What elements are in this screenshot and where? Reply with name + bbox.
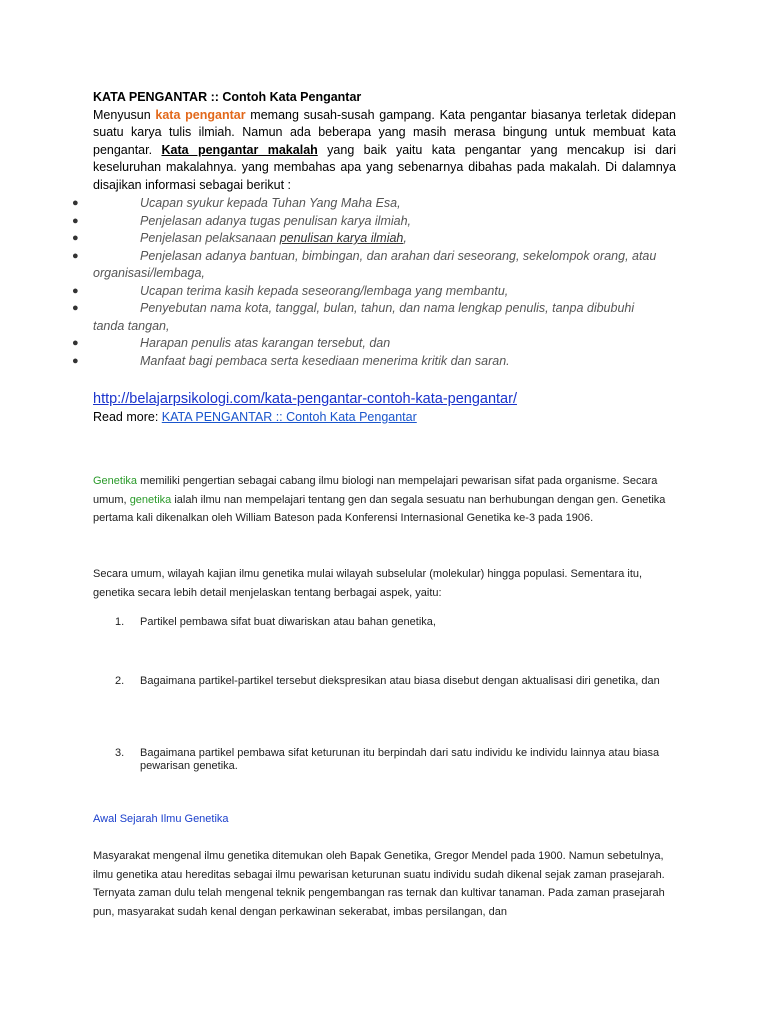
bullet-icon: ● <box>72 337 79 349</box>
list-item <box>0 335 768 353</box>
penulisan-karya-ilmiah-link[interactable]: penulisan karya ilmiah <box>279 231 404 245</box>
para-text: Menyusun <box>93 107 156 122</box>
list-item-text-cont: organisasi/lembaga, <box>93 266 205 280</box>
list-item-text: Penyebutan nama kota, tanggal, bulan, tahun, dan nama lengkap penulis, tanpa dibubuhi <box>140 301 635 315</box>
numbered-list-item <box>115 747 675 773</box>
list-number: 2. <box>115 675 125 687</box>
bullet-icon: ● <box>72 214 79 227</box>
genetika-paragraph-1 <box>93 472 676 528</box>
page-title: KATA PENGANTAR :: Contoh Kata Pengantar <box>93 90 362 104</box>
list-item-text: Manfaat bagi pembaca serta kesediaan menerima kritik dan saran. <box>140 353 510 368</box>
bullet-icon: ● <box>72 232 79 244</box>
list-item <box>0 248 768 283</box>
numbered-list-item <box>115 675 675 688</box>
list-item-text: Partikel pembawa sifat buat diwariskan atau bahan genetika, <box>140 616 436 628</box>
list-item-text-cont: tanda tangan, <box>93 318 170 333</box>
genetika-keyword[interactable]: genetika <box>129 493 172 506</box>
source-url-link[interactable]: http://belajarpsikologi.com/kata-pengantar-contoh-kata-pengantar/ <box>93 391 517 407</box>
list-item-text-part: Penjelasan pelaksanaan <box>140 231 280 245</box>
bullet-icon: ● <box>72 249 79 262</box>
genetika-paragraph-2: Secara umum, wilayah kajian ilmu genetika mulai wilayah subselular (molekular) hingga populasi. Sementara itu, genetika secara lebih detail menjelaskan tentang berbagai aspek, yaitu: <box>93 568 643 599</box>
list-item <box>0 353 768 371</box>
list-item <box>0 230 768 248</box>
read-more-label: Read more: <box>93 410 162 424</box>
list-item-text-part: , <box>403 231 407 245</box>
para-text: yang baik yaitu kata pengantar yang mencakup isi dari keseluruhan makalahnya. yang membahas apa yang sebenarnya dibahas pada makalah. Di dalamnya disajikan informasi sebagai berikut : <box>93 142 676 192</box>
bullet-icon: ● <box>72 197 79 209</box>
list-item <box>0 283 768 301</box>
genetika-keyword[interactable]: Genetika <box>93 475 138 487</box>
para-text: memang susah-susah gampang. Kata pengantar biasanya terletak didepan suatu karya tulis ilmiah. Namun ada beberapa yang masih merasa bingung untuk membuat kata pengantar. <box>93 107 676 157</box>
list-item-text: Penjelasan adanya bantuan, bimbingan, dan arahan dari seseorang, sekelompok orang, atau <box>140 248 657 263</box>
bullet-icon: ● <box>72 354 79 367</box>
list-number: 1. <box>115 616 125 628</box>
list-item-text: Bagaimana partikel pembawa sifat keturunan itu berpindah dari satu individu ke individu lainnya atau biasa pewarisan genetika. <box>140 747 660 772</box>
read-more <box>93 410 417 424</box>
kata-pengantar-keyword[interactable]: kata pengantar <box>155 107 246 122</box>
list-number: 3. <box>115 747 125 759</box>
para-text: ialah ilmu nan mempelajari tentang gen dan segala sesuatu nan berhubungan dengan gen. Genetika pertama kali dikenalkan oleh William Bateson pada Konferensi Internasional Genetika ke-3 pada 1906. <box>93 493 666 524</box>
list-item-text: Penjelasan adanya tugas penulisan karya ilmiah, <box>140 213 412 228</box>
intro-paragraph <box>93 107 676 195</box>
para-text: memiliki pengertian sebagai cabang ilmu biologi nan mempelajari pewarisan sifat pada organisme. Secara umum, <box>93 475 658 506</box>
bullet-icon: ● <box>72 302 79 314</box>
section-heading: Awal Sejarah Ilmu Genetika <box>93 813 229 825</box>
read-more-link[interactable]: KATA PENGANTAR :: Contoh Kata Pengantar <box>161 410 417 424</box>
kata-pengantar-makalah-link[interactable]: Kata pengantar makalah <box>161 142 318 157</box>
list-item <box>0 195 768 213</box>
list-item-text: Harapan penulis atas karangan tersebut, dan <box>140 336 391 350</box>
list-item-text: Ucapan syukur kepada Tuhan Yang Maha Esa, <box>140 196 401 210</box>
list-item-text: Ucapan terima kasih kepada seseorang/lembaga yang membantu, <box>140 283 509 298</box>
list-item-text <box>0 230 680 248</box>
bullet-list <box>0 195 768 370</box>
numbered-list-item <box>115 616 675 629</box>
intro-section <box>93 89 676 194</box>
list-item <box>0 213 768 231</box>
bullet-icon: ● <box>72 284 79 297</box>
list-item-text: Bagaimana partikel-partikel tersebut diekspresikan atau biasa disebut dengan aktualisasi diri genetika, dan <box>140 675 660 687</box>
list-item <box>0 300 768 335</box>
genetika-paragraph-3: Masyarakat mengenal ilmu genetika ditemukan oleh Bapak Genetika, Gregor Mendel pada 1900. Namun sebetulnya, ilmu genetika atau hereditas sebagai ilmu pewarisan keturunan suatu individu sudah dikenal sejak zaman prasejarah. Ternyata zaman dulu telah mengenal teknik pengembangan ras ternak dan kultivar tanaman. Pada zaman prasejarah pun, masyarakat sudah kenal dengan perkawinan sekerabat, imbas persilangan, dan <box>93 850 665 918</box>
